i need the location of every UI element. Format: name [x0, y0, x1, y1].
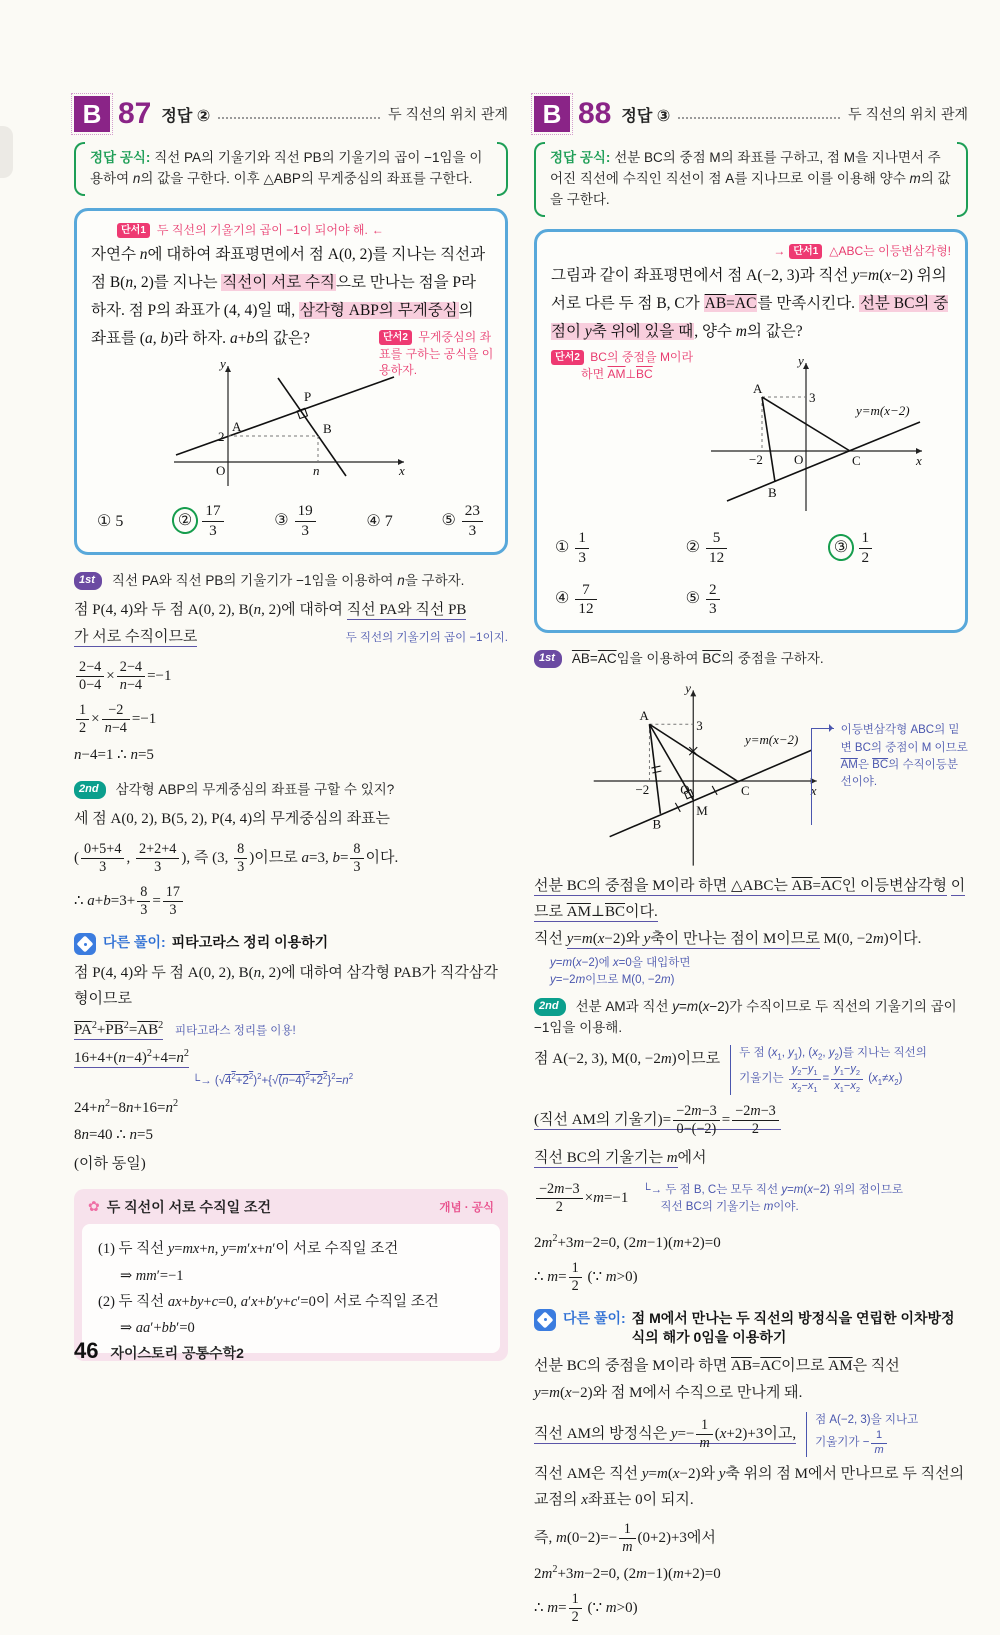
bracket-left	[534, 142, 545, 217]
alt-title: 피타고라스 정리 이용하기	[171, 934, 329, 951]
alt-solution-header-b87	[74, 933, 508, 955]
concept-item: ⇒ mm′=−1	[120, 1267, 184, 1284]
clue2-block: 단서2 BC의 중점을 M이라 하면 $\overline{AM}\perp\overline{BC}$	[551, 349, 701, 521]
clue1-line	[117, 221, 491, 239]
point-b-label: B	[323, 421, 332, 437]
clue1-badge: 단서1	[789, 244, 822, 259]
problem-number: 87	[118, 97, 152, 130]
step2-title: 선분 AM과 직선 y=m(x−2)가 수직이므로 두 직선의 기울기의 곱이 −1임을 이용해.	[534, 999, 957, 1036]
concept-title: 두 직선이 서로 수직일 조건	[106, 1199, 272, 1216]
solution-graph-row	[534, 676, 968, 872]
problem-header-b87	[74, 96, 508, 132]
equation: ∴ m= $\frac{1}{2}$ (∵ m>0)	[534, 1259, 638, 1294]
equation: n−4=1 ∴ n=5	[74, 747, 154, 764]
clue2-block	[379, 329, 495, 379]
step1-title: $\overline{AB}=\overline{AC}$임을 이용하여 $\overline{BC}$의 중점을 구하자.	[571, 651, 824, 667]
concept-item: (2) 두 직선 ax+by+c=0, a′x+b′y+c′=0이 서로 수직일 조건	[98, 1293, 439, 1310]
sol-line: y=m(x−2)와 점 M에서 수직으로 만나게 돼.	[534, 1385, 803, 1402]
answer-label: 정답 ②	[161, 107, 211, 125]
tick-2-label: 2	[218, 429, 225, 445]
clue1-line	[551, 242, 951, 260]
bracket-right	[957, 142, 968, 217]
equation: $\frac{1}{2}$ × $\frac{-2}{n-4}$ =−1	[74, 702, 508, 737]
choice-4: ④ $\frac{7}{12}$	[555, 581, 686, 618]
bracket-left	[74, 142, 85, 196]
ylabel: y	[685, 680, 692, 696]
step2-badge: 2nd	[534, 998, 566, 1016]
point-a-label: A	[753, 381, 763, 397]
point-p-label: P	[304, 389, 312, 405]
equation: $2m^2+3m-2=0$, (2m−1)(m+2)=0	[534, 1232, 721, 1251]
sol-line: 점 P(4, 4)와 두 점 A(0, 2), B(n, 2)에 대하여 삼각형 PAB가 직각삼각형이므로	[74, 965, 498, 1007]
choice-3-correct: ③ $\frac{1}{2}$	[828, 529, 947, 566]
choices-b88	[551, 529, 951, 618]
choice-5: ⑤ $\frac{2}{3}$	[686, 581, 829, 618]
sqrt-note: └→ $(√4^2+2^2)^2+\{√(n-4)^2+2^2\}^2=n^2$	[192, 1072, 354, 1088]
formula-label: 정답 공식:	[90, 150, 151, 165]
point-b-label: B	[652, 817, 662, 833]
dotted-leader	[678, 109, 840, 120]
choice-4: ④ 7	[366, 513, 393, 531]
tick-3-label: 3	[696, 718, 703, 734]
solution-step2-b87	[74, 778, 508, 799]
step1-badge: 1st	[74, 572, 102, 590]
concept-body	[82, 1224, 500, 1352]
equation: (이하 동일)	[74, 1156, 146, 1173]
am-line-note: 점 A(−2, 3)을 지나고 기울기가 − $\frac{1}{m}$	[806, 1412, 918, 1457]
dice-icon	[534, 1309, 556, 1331]
isosceles-note: 이등변삼각형 ABC의 밑변 BC의 중점이 M 이므로 $\overline{AM}$은 $\overline{BC}$의 수직이등분선이야.	[835, 722, 968, 791]
origin-label: O	[680, 782, 690, 798]
clue1-arrow: ←	[371, 222, 384, 237]
problem-text: 그림과 같이 좌표평면에서 점 A(−2, 3)과 직선 y=m(x−2) 위의 서로 다른 두 점 B, C가 $\overline{AB}=\overline{AC}$를 만족시킨다. 선분 BC의 중점이 y축 위에 있을 때, 양수 m의 값은?	[551, 266, 949, 340]
sol-line: 세 점 A(0, 2), B(5, 2), P(4, 4)의 무게중심의 좌표는	[74, 811, 391, 828]
sol-line: 선분 BC의 중점을 M이라 하면 $\overline{AB}=\overline{AC}$이므로 $\overline{AM}$은 직선	[534, 1357, 900, 1374]
alt-label: 다른 풀이:	[103, 934, 166, 951]
flower-icon: ✿	[88, 1199, 100, 1215]
choice-5: ⑤ $\frac{23}{3}$	[441, 502, 485, 539]
problem-number: 88	[578, 97, 612, 130]
dice-icon	[74, 933, 96, 955]
step2-title: 삼각형 ABP의 무게중심의 좌표를 구할 수 있지?	[115, 782, 395, 798]
clue2-and-graph	[551, 349, 951, 521]
topic-label: 두 직선의 위치 관계	[848, 106, 968, 122]
equation: ( $\frac{0+5+4}{3}$ , $\frac{2+2+4}{3}$ ), 즉 (3, $\frac{8}{3}$ )이므로 a=3, b= $\frac{8}{3}$ 이다.	[74, 840, 399, 875]
concept-box	[74, 1189, 508, 1360]
clue2-badge: 단서2	[379, 330, 412, 345]
equation-with-note: $\frac{-2m-3}{2}$ ×m=−1 └→ 두 점 B, C는 모두 직선 y=m(x−2) 위의 점이므로 직선 BC의 기울기는 m이야.	[534, 1173, 968, 1224]
graph-b88	[641, 351, 951, 519]
step1-title: 직선 PA와 직선 PB의 기울기가 −1임을 이용하여 n을 구하자.	[111, 572, 465, 588]
equation: 즉, m(0−2)=− $\frac{1}{m}$ (0+2)+3에서	[534, 1521, 716, 1556]
equation: $\frac{2-4}{0-4}$ × $\frac{2-4}{n-4}$ =−1	[74, 659, 508, 694]
answer-label: 정답 ③	[621, 107, 671, 125]
clue1-badge: 단서1	[117, 223, 150, 238]
slope-note: 두 직선의 기울기의 곱이 −1이지.	[345, 632, 508, 645]
equation: ∴ m= $\frac{1}{2}$ (∵ m>0)	[534, 1591, 638, 1626]
clue1-arrow: →	[773, 243, 786, 258]
solution-step1-b88	[534, 647, 968, 668]
choice-2: ② $\frac{5}{12}$	[686, 529, 829, 566]
equation: (직선 AM의 기울기)= $\frac{-2m-3}{0-(-2)}$ = $\frac{-2m-3}{2}$	[534, 1103, 968, 1138]
tick-n-label: n	[313, 463, 320, 479]
origin-label: O	[794, 452, 804, 468]
point-a-label: A	[639, 708, 649, 724]
formula-label: 정답 공식:	[550, 150, 611, 165]
level-badge: B	[534, 96, 570, 132]
step1-badge: 1st	[534, 650, 562, 668]
xlabel: x	[810, 783, 817, 799]
topic-label: 두 직선의 위치 관계	[388, 106, 508, 122]
sol-line-with-note: 가 서로 수직이므로 두 직선의 기울기의 곱이 −1이지.	[74, 625, 508, 651]
book-title: 자이스토리 공통수학2	[110, 1345, 244, 1361]
equation-with-note: 직선 AM의 방정식은 y=− $\frac{1}{m}$ (x+2)+3이고, 점 A(−2, 3)을 지나고 기울기가 − $\frac{1}{m}$	[534, 1414, 919, 1456]
choice-1: ① $\frac{1}{3}$	[555, 529, 686, 566]
tick-3-label: 3	[809, 390, 816, 406]
graph-b88-svg	[656, 351, 936, 519]
concept-item: (1) 두 직선 y=mx+n, y=m′x+n′이 서로 수직일 조건	[98, 1241, 399, 1258]
point-a-label: A	[232, 419, 242, 435]
line-equation-label: y=m(x−2)	[745, 732, 799, 748]
problem-box-b88	[534, 229, 968, 634]
sol-line: 점 P(4, 4)와 두 점 A(0, 2), B(n, 2)에 대하여 직선 PA와 직선 PB	[74, 601, 467, 618]
answer-formula-box	[534, 142, 968, 217]
choice-1: ① 5	[97, 513, 124, 531]
point-c-label: C	[741, 783, 750, 799]
concept-header	[82, 1196, 500, 1224]
equation: 8n=40 ∴ n=5	[74, 1127, 153, 1144]
graph-b88-solution-svg	[534, 676, 833, 872]
equation: $16+4+(n-4)^2+4=n^2$	[74, 1048, 189, 1067]
bracket-right	[497, 142, 508, 196]
ylabel: y	[220, 356, 226, 372]
level-badge: B	[74, 96, 110, 132]
xlabel: x	[399, 463, 405, 479]
origin-label: O	[216, 463, 226, 479]
tick-minus2-label: −2	[635, 782, 650, 798]
equation: $24+n^2-8n+16=n^2$	[74, 1098, 179, 1117]
page-side-tab	[0, 126, 13, 178]
solution-step1-b87	[74, 569, 508, 590]
sol-line: 직선 y=m(x−2)와 y축이 만나는 점이 M이므로 M(0, −2m)이다.	[534, 931, 922, 948]
problem-header-b88	[534, 96, 968, 132]
clue1-text: △ABC는 이등변삼각형!	[829, 243, 951, 258]
solution-step2-b88	[534, 995, 968, 1037]
choices-b87	[91, 502, 491, 539]
equation-with-note: $\overline{PA}^2+\overline{PB}^2=\overline{AB}^2$ 피타고라스 정리를 이용!	[74, 1020, 296, 1039]
bc-slope-note: └→ 두 점 B, C는 모두 직선 y=m(x−2) 위의 점이므로 직선 BC의 기울기는 m이야.	[642, 1183, 903, 1213]
clue2-text: 무게중심의 좌표를 구하는 공식을 이용하자.	[379, 329, 494, 378]
concept-item: ⇒ aa′+bb′=0	[120, 1319, 195, 1336]
point-m-label: M	[696, 803, 708, 819]
answer-formula-box	[74, 142, 508, 196]
dotted-leader	[218, 109, 380, 120]
sol-line: 선분 BC의 중점을 M이라 하면 △ABC는 $\overline{AB}=\overline{AC}$인 이등변삼각형 이므로 $\overline{AM}\perp\overline{BC}$이다.	[534, 878, 966, 920]
equation: $2m^2+3m-2=0$, (2m−1)(m+2)=0	[534, 1564, 721, 1583]
alt-solution-header-b88	[534, 1309, 968, 1348]
substitute-note: y=m(x−2)에 x=0을 대입하면 y=−2m이므로 M(0, −2m)	[550, 956, 691, 987]
column-b87	[74, 96, 508, 1361]
equation: ∴ a+b=3+ $\frac{8}{3}$ = $\frac{17}{3}$	[74, 884, 508, 919]
problem-text: 자연수 n에 대하여 좌표평면에서 점 A(0, 2)를 지나는 직선과 점 B(n, 2)를 지나는 직선이 서로 수직으로 만나는 점을 P라 하자. 점 P의 좌표가 (4, 4)일 때, 삼각형 ABP의 무게중심의 좌표를 (a, b)라 하자. a+b의 값은?	[91, 245, 486, 347]
page-number: 46	[74, 1338, 99, 1363]
page-footer	[74, 1338, 244, 1364]
ylabel: y	[798, 353, 804, 369]
choice-2-correct: ② $\frac{17}{3}$	[172, 502, 226, 539]
column-b88	[534, 96, 968, 1635]
step2-badge: 2nd	[74, 781, 106, 799]
sol-line-with-note: 점 A(−2, 3), M(0, −2m)이므로 두 점 ($x_1$, $y_1$), ($x_2$, $y_2$)를 지나는 직선의 기울기는 $\frac{y_2-y_1}{x_2-x_1}$ = $\frac{y_1-y_2}{x_1-x_2}$ $(x_1\ne x_2)$	[534, 1047, 927, 1094]
clue1-text: 두 직선의 기울기의 곱이 −1이 되어야 해.	[156, 222, 368, 237]
line-equation-label: y=m(x−2)	[856, 403, 910, 419]
point-b-label: B	[768, 485, 777, 501]
pythagoras-note: 피타고라스 정리를 이용!	[174, 1025, 296, 1038]
formula-text: 선분 BC의 중점 M의 좌표를 구하고, 점 M을 지나면서 주어진 직선에 수직인 직선이 점 A를 지나므로 이를 이용해 양수 m의 값을 구한다.	[550, 150, 951, 207]
choice-3: ③ $\frac{19}{3}$	[274, 502, 318, 539]
alt-title: 점 M에서 만나는 두 직선의 방정식을 연립한 이차방정식의 해가 0임을 이용하기	[631, 1309, 955, 1346]
clue2-badge: 단서2	[551, 350, 584, 365]
sol-line: 직선 BC의 기울기는 m에서	[534, 1149, 707, 1166]
sol-line: 직선 AM은 직선 y=m(x−2)와 y축 위의 점 M에서 만나므로 두 직선의 교점의 x좌표는 0이 되지.	[534, 1466, 965, 1508]
formula-text: 직선 PA의 기울기와 직선 PB의 기울기의 곱이 −1임을 이용하여 n의 값을 구한다. 이후 △ABP의 무게중심의 좌표를 구한다.	[90, 150, 483, 186]
alt-label: 다른 풀이:	[563, 1309, 626, 1326]
xlabel: x	[916, 453, 922, 469]
point-c-label: C	[852, 453, 861, 469]
problem-box-b87	[74, 208, 508, 555]
slope-formula-note: 두 점 ($x_1$, $y_1$), ($x_2$, $y_2$)를 지나는 직선의 기울기는 $\frac{y_2-y_1}{x_2-x_1}$ = $\frac{y_1-y_2}{x_1-x_2}$ $(x_1\ne x_2)$	[730, 1045, 927, 1094]
tick-minus2-label: −2	[749, 452, 763, 468]
concept-tag: 개념 · 공식	[439, 1202, 494, 1215]
